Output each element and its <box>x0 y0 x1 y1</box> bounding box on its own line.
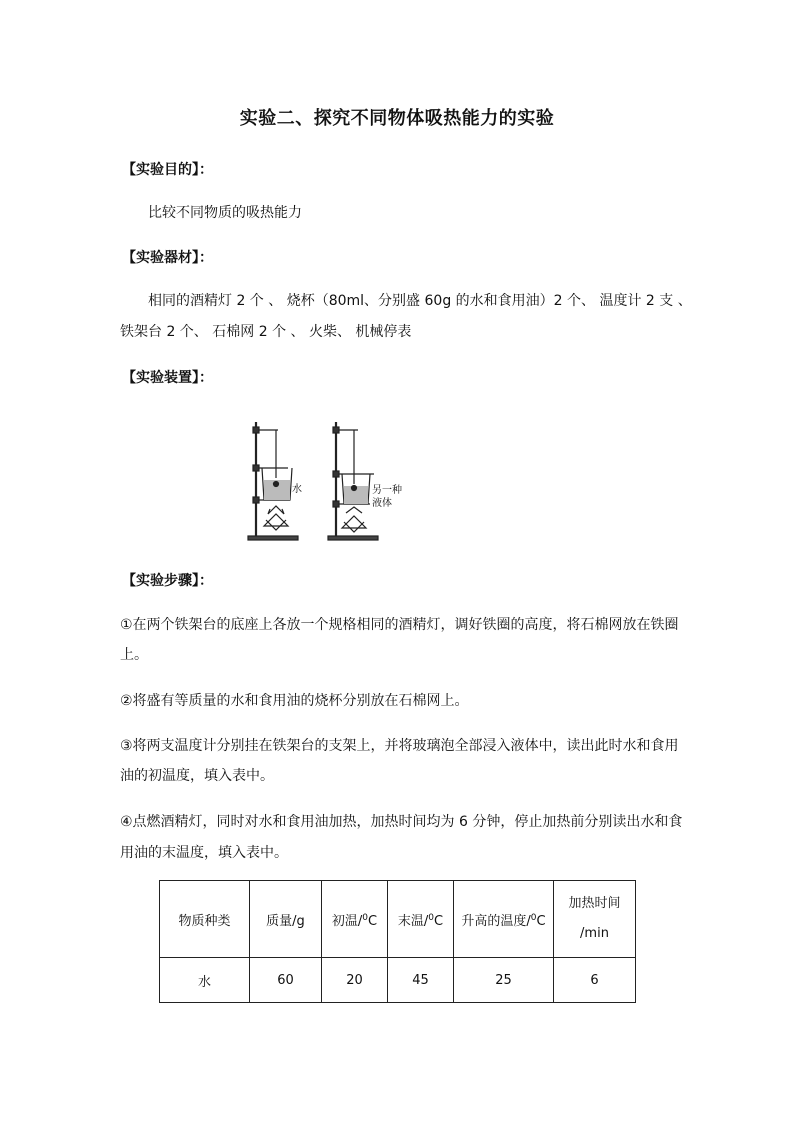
page-title: 实验二、探究不同物体吸热能力的实验 <box>239 108 555 129</box>
degree-unit: C <box>434 913 444 929</box>
figure-label-other-1: 另一种 <box>372 485 402 496</box>
header-substance: 物质种类 <box>160 881 250 958</box>
header-initial-temp-prefix: 初温/ <box>331 913 363 929</box>
degree-unit: C <box>536 913 546 929</box>
cell-heating-time: 6 <box>554 958 636 1003</box>
degree-unit: C <box>368 913 378 929</box>
cell-initial-temp: 20 <box>322 958 388 1003</box>
step-1-line-1: ①在两个铁架台的底座上各放一个规格相同的酒精灯，调好铁圈的高度，将石棉网放在铁圈 <box>120 617 679 633</box>
header-heating-time <box>554 881 636 958</box>
section-materials-heading: 【实验器材】： <box>122 250 213 266</box>
cell-substance: 水 <box>160 958 250 1003</box>
header-heating-time-line-2: /min <box>580 926 609 941</box>
header-heating-time-line-1: 加热时间 <box>568 896 621 911</box>
step-2-line-1: ②将盛有等质量的水和食用油的烧杯分别放在石棉网上。 <box>120 693 469 709</box>
figure-label-water: 水 <box>292 484 302 495</box>
materials-line-2: 铁架台 2 个、 石棉网 2 个 、 火柴、 机械停表 <box>120 324 412 340</box>
header-final-temp <box>388 881 454 958</box>
apparatus-drawing <box>242 416 422 546</box>
header-final-temp-prefix: 末温/ <box>397 913 429 929</box>
apparatus-figure <box>242 416 422 546</box>
degree-sup: 0 <box>362 912 369 923</box>
cell-temp-rise: 25 <box>454 958 554 1003</box>
cell-mass: 60 <box>250 958 322 1003</box>
step-3-line-2: 油的初温度，填入表中。 <box>120 768 274 784</box>
header-temp-rise <box>454 881 554 958</box>
degree-sup: 0 <box>530 912 537 923</box>
purpose-text: 比较不同物质的吸热能力 <box>148 205 302 221</box>
step-4-line-1: ④点燃酒精灯，同时对水和食用油加热，加热时间均为 6 分钟，停止加热前分别读出水和食 <box>120 814 683 830</box>
section-apparatus-heading: 【实验装置】： <box>122 370 213 386</box>
step-1-line-2: 上。 <box>120 647 148 663</box>
table-header-row <box>160 881 636 958</box>
degree-sup: 0 <box>428 912 435 923</box>
header-mass: 质量/g <box>250 881 322 958</box>
data-table <box>159 880 636 1003</box>
step-3-line-1: ③将两支温度计分别挂在铁架台的支架上，并将玻璃泡全部浸入液体中，读出此时水和食用 <box>120 738 679 754</box>
step-4-line-2: 用油的末温度，填入表中。 <box>120 845 288 861</box>
header-temp-rise-prefix: 升高的温度/ <box>461 913 531 929</box>
section-purpose-heading: 【实验目的】： <box>122 162 213 178</box>
cell-final-temp: 45 <box>388 958 454 1003</box>
materials-line-1: 相同的酒精灯 2 个 、 烧杯（80ml、分别盛 60g 的水和食用油）2 个、 温度计 2 支 、 <box>148 293 692 309</box>
table-row <box>160 958 636 1003</box>
header-initial-temp <box>322 881 388 958</box>
section-steps-heading: 【实验步骤】： <box>122 573 213 589</box>
figure-label-other-2: 液体 <box>372 498 392 509</box>
